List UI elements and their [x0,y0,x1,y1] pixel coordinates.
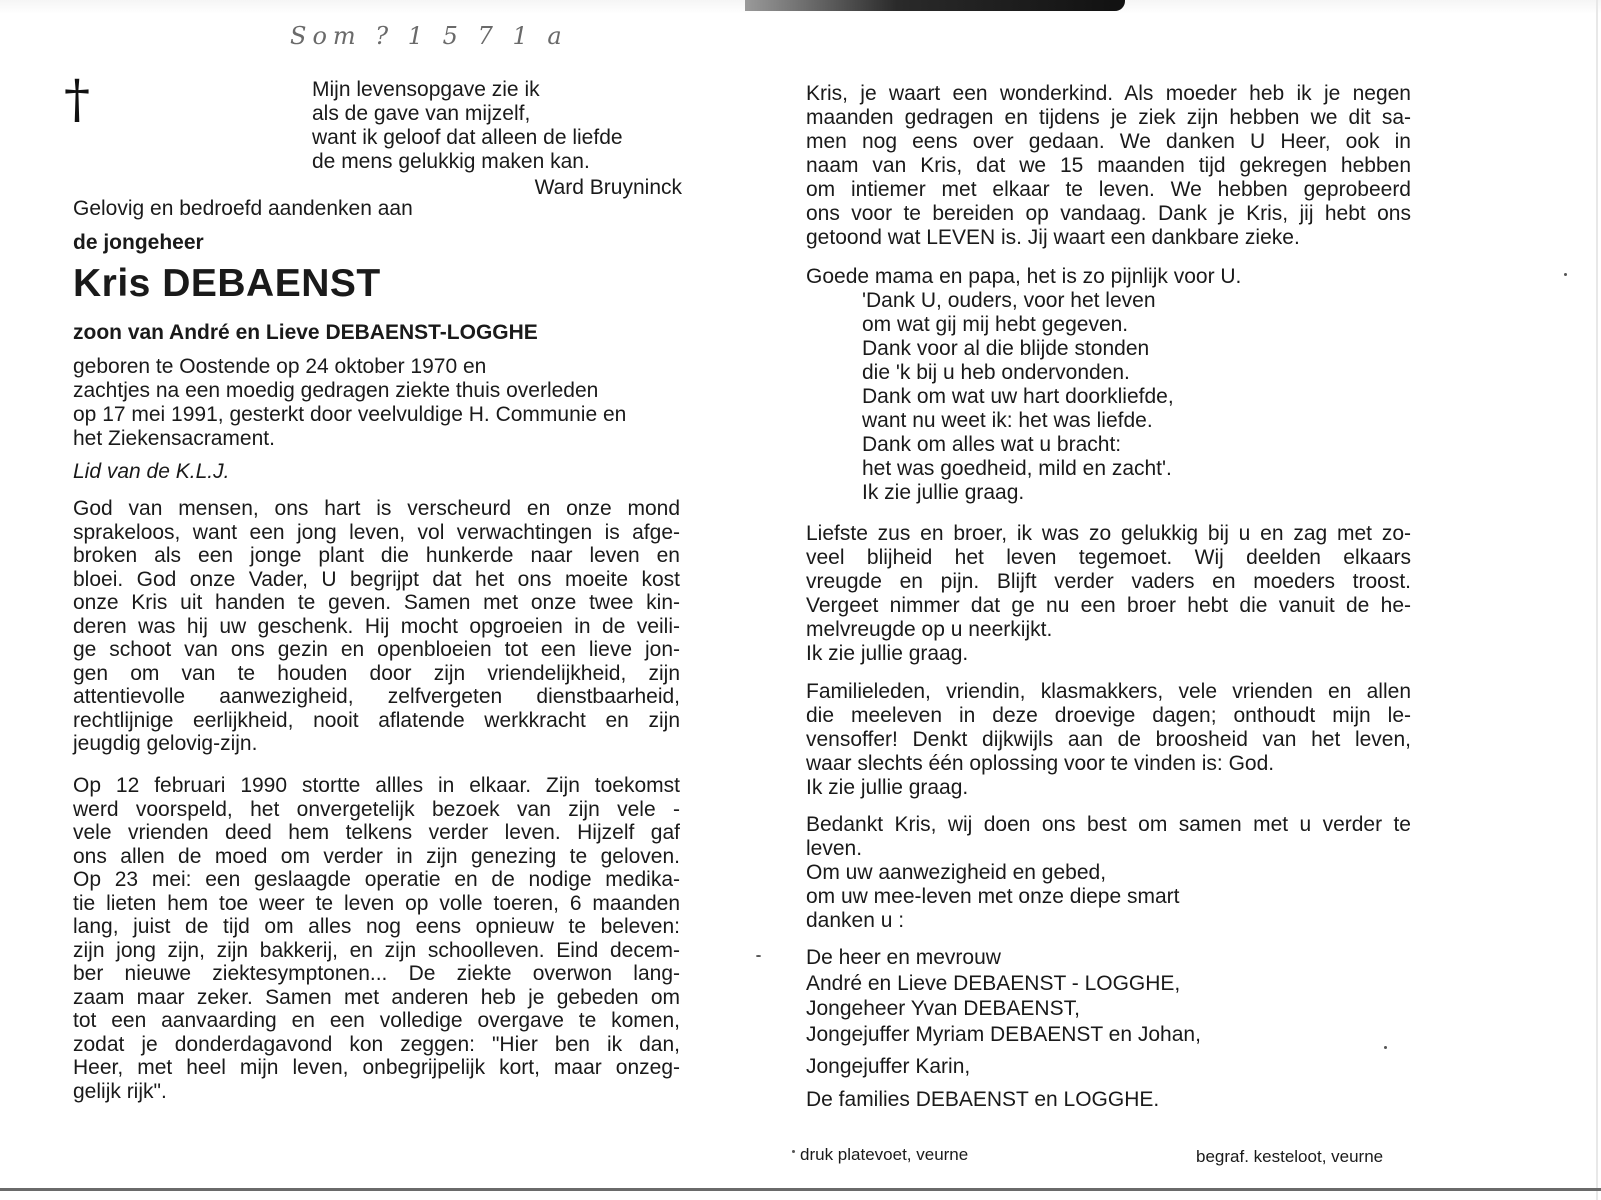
text-line: jeugdig gelovig-zijn. [73,732,258,755]
text-line: vreugde en pijn. Blijft verder vaders en moeders troost. [806,570,1411,593]
text-line: men nog eens over gedaan. We danken U Heer, ook in [806,130,1411,153]
parents-line: zoon van André en Lieve DEBAENST-LOGGHE [73,321,538,344]
scan-bottom-edge [0,1188,1601,1191]
poem-line: Mijn levensopgave zie ik [312,78,540,101]
intro-text: Gelovig en bedroefd aandenken aan [73,197,413,220]
text-line: ons allen de moed om verder in zijn genezing te geloven. [73,844,680,868]
poem-line: die 'k bij u heb ondervonden. [862,361,1130,384]
text-line: danken u : [806,909,905,932]
text-line: Kris, je waart een wonderkind. Als moeder heb ik je negen [806,82,1411,105]
birth-line: op 17 mei 1991, gesterkt door veelvuldige H. Communie en [73,403,627,426]
opening-poem [312,78,682,199]
right-paragraph-1 [806,82,1411,250]
family-line: Jongeheer Yvan DEBAENST, [806,997,1080,1020]
text-line: bloei. God onze Vader, U begrijpt dat het ons moeite kost [73,567,680,591]
poem-line: Dank voor al die blijde stonden [862,337,1150,360]
text-line: veel blijheid het leven tegemoet. Wij deelden elkaars [806,546,1411,569]
text-line: attentievolle aanwezigheid, zelfvergeten dienstbaarheid, [73,685,680,708]
text-line: Ik zie jullie graag. [806,642,969,665]
text-line: onze Kris uit handen te geven. Samen met onze twee kin- [73,591,680,614]
left-paragraph-2 [73,774,680,1103]
text-line: broken als een jonge plant die hunkerde naar leven en [73,544,680,567]
right-paragraph-2 [806,265,1411,505]
text-line: melvreugde op u neerkijkt. [806,618,1053,641]
text-line: vensoffer! Denkt dijkwijls aan de broosheid van het leven, [806,728,1411,751]
text-line: deren was hij uw geschenk. Hij mocht opgroeien in de veili- [73,614,680,638]
scan-shadow [745,0,1125,11]
poem-author: Ward Bruyninck [534,176,682,199]
deceased-name: Kris DEBAENST [73,262,381,305]
text-line: zodat je donderdagavond kon zeggen: "Hier ben ik dan, [73,1032,680,1056]
poem-line: om wat gij mij hebt gegeven. [862,313,1129,336]
text-line: waar slechts één oplossing voor te vinden is: God. [806,752,1275,775]
birth-line: het Ziekensacrament. [73,427,275,450]
text-line: Vergeet nimmer dat ge nu een broer hebt die vanuit de he- [806,594,1411,617]
text-line: leven. [806,837,863,860]
birth-line: zachtjes na een moedig gedragen ziekte thuis overleden [73,379,599,402]
poem-line: want ik geloof dat alleen de liefde [312,126,623,149]
left-paragraph-1 [73,497,680,756]
poem-line: want nu weet ik: het was liefde. [862,409,1153,432]
poem-line: Dank om alles wat u bracht: [862,433,1122,456]
text-line: zijn jong zijn, zijn bakkerij, en zijn schoolleven. Eind decem- [73,938,680,962]
family-line: De families DEBAENST en LOGGHE. [806,1087,1160,1111]
family-line: Jongejuffer Myriam DEBAENST en Johan, [806,1022,1201,1046]
poem-line: de mens gelukkig maken kan. [312,150,590,173]
right-paragraph-4 [806,680,1411,800]
text-line: tot een aanvaarding en een volledige overgave te komen, [73,1009,680,1032]
text-line: Goede mama en papa, het is zo pijnlijk voor U. [806,265,1242,288]
parents-poem [806,289,1411,505]
family-list [806,945,1411,1112]
text-line: gelijk rijk". [73,1079,167,1103]
text-line: rechtlijnige eerlijkheid, nooit aflatende werkkracht en zijn [73,708,680,732]
undertaker-credit: begraf. kesteloot, veurne [1196,1147,1384,1166]
text-line: lang, juist de tijd om alles nog eens opnieuw te beleven: [73,915,680,938]
cross-icon: † [64,70,90,130]
poem-line: 'Dank U, ouders, voor het leven [862,289,1156,312]
text-line: naam van Kris, dat we 15 maanden tijd gekregen hebben [806,154,1411,177]
scan-right-edge [1596,0,1598,1200]
membership: Lid van de K.L.J. [73,460,230,483]
text-line: Liefste zus en broer, ik was zo gelukkig bij u en zag met zo- [806,522,1411,545]
text-line: Heer, met heel mijn leven, onbegrijpelijk kort, maar onzeg- [73,1056,680,1079]
right-paragraph-5 [806,813,1411,933]
text-line: die meeleven in deze droevige dagen; onthoudt mijn le- [806,704,1411,727]
text-line: zaam maar zeker. Samen met anderen heb je gebeden om [73,985,680,1009]
poem-line: als de gave van mijzelf, [312,102,531,125]
family-line: De heer en mevrouw [806,946,1001,969]
text-line: om intiemer met elkaar te leven. We hebben geprobeerd [806,178,1411,201]
text-line: gen om van te houden door zijn vriendelijkheid, zijn [73,661,680,685]
text-line: Op 12 februari 1990 stortte allles in elkaar. Zijn toekomst [73,774,680,797]
text-line: ons voor te bereiden op vandaag. Dank je Kris, jij hebt ons [806,202,1411,225]
handwritten-reference: Som ? 1 5 7 1 a [290,22,568,50]
poem-line: Dank om wat uw hart doorkliefde, [862,385,1174,408]
text-line: Op 23 mei: een geslaagde operatie en de nodige medika- [73,868,680,891]
birth-death-info [73,355,680,451]
text-line: Ik zie jullie graag. [806,776,969,799]
text-line: ber nieuwe ziektesymptonen... De ziekte overwon lang- [73,962,680,985]
text-line: Bedankt Kris, wij doen ons best om samen met u verder te [806,813,1411,836]
text-line: God van mensen, ons hart is verscheurd en onze mond [73,497,680,520]
printer-credit: druk platevoet, veurne [800,1145,969,1164]
family-line: André en Lieve DEBAENST - LOGGHE, [806,971,1181,995]
speck [1384,1046,1387,1049]
right-paragraph-3 [806,522,1411,666]
speck [792,1150,795,1153]
speck [756,955,761,957]
text-line: tie lieten hem toe weer te leven op volle toeren, 6 maanden [73,891,680,915]
honorific: de jongeheer [73,231,204,254]
speck [1564,273,1567,276]
text-line: om uw mee-leven met onze diepe smart [806,885,1180,908]
text-line: ge schoot van ons gezin en openbloeien tot een lieve jon- [73,638,680,661]
text-line: vele vrienden deed hem telkens verder leven. Hijzelf gaf [73,821,680,844]
text-line: getoond wat LEVEN is. Jij waart een dankbare zieke. [806,226,1300,249]
poem-line: Ik zie jullie graag. [862,481,1025,504]
text-line: maanden gedragen en tijdens je ziek zijn hebben we dit sa- [806,106,1411,129]
text-line: Familieleden, vriendin, klasmakkers, vele vrienden en allen [806,680,1411,703]
text-line: Om uw aanwezigheid en gebed, [806,861,1107,884]
family-line: Jongejuffer Karin, [806,1055,971,1078]
text-line: werd voorspeld, het onvergetelijk bezoek van zijn vele - [73,797,680,821]
poem-line: het was goedheid, mild en zacht'. [862,457,1172,480]
text-line: sprakeloos, want een jong leven, vol verwachtingen is afge- [73,520,680,544]
birth-line: geboren te Oostende op 24 oktober 1970 en [73,355,487,378]
